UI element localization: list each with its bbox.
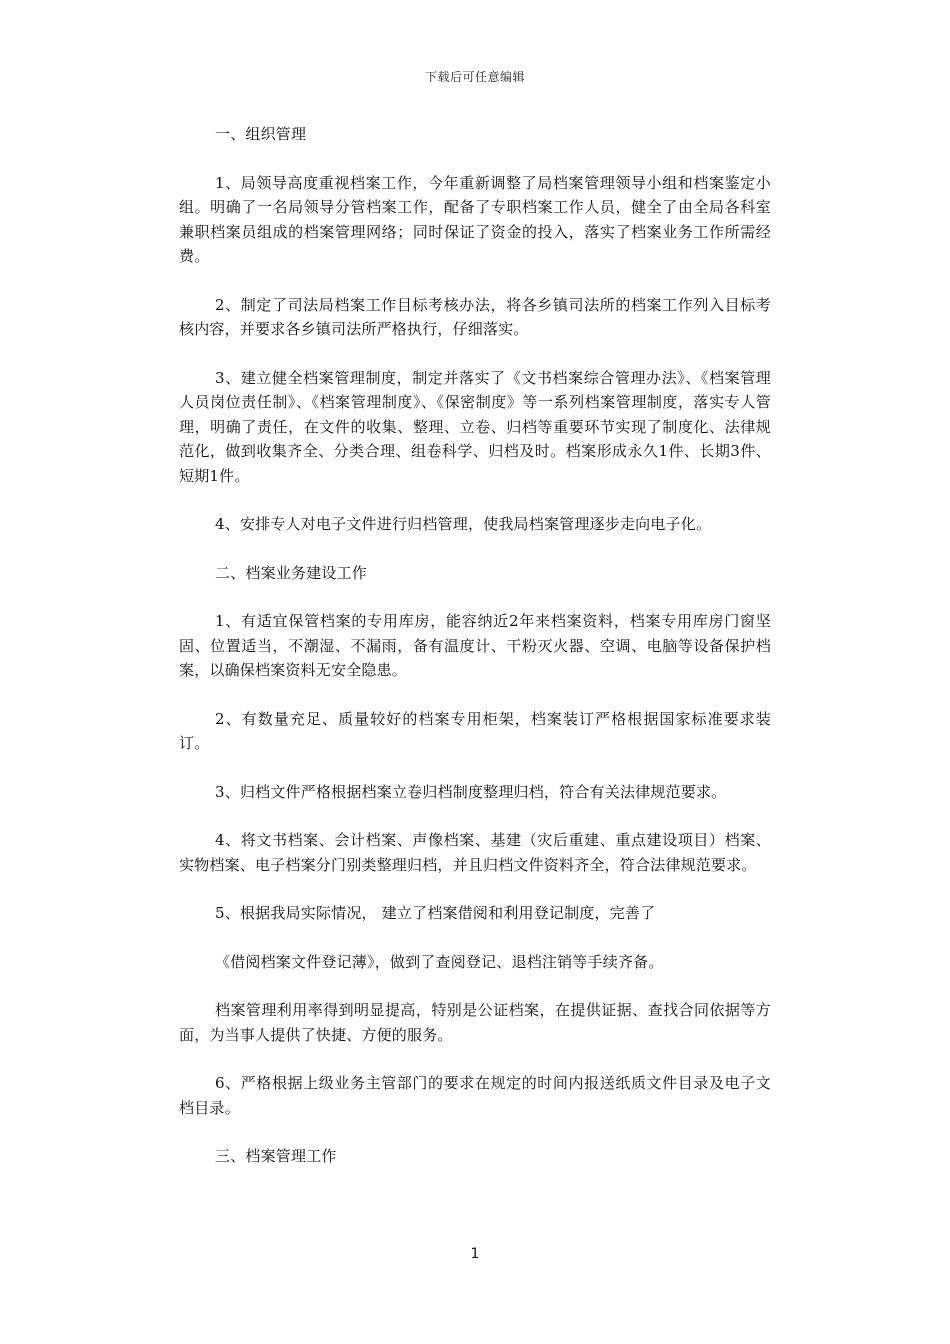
paragraph: 6、严格根据上级业务主管部门的要求在规定的时间内报送纸质文件目录及电子文档目录。 <box>179 1074 771 1117</box>
paragraph: 4、将文书档案、会计档案、声像档案、基建（灾后重建、重点建设项目）档案、实物档案、电子档案分门别类整理归档，并且归档文件资料齐全，符合法律规范要求。 <box>179 831 771 874</box>
paragraph: 档案管理利用率得到明显提高，特别是公证档案，在提供证据、查找合同依据等方面，为当事人提供了快捷、方便的服务。 <box>179 1001 771 1044</box>
paragraph: 5、根据我局实际情况， 建立了档案借阅和利用登记制度，完善了 <box>215 904 656 922</box>
paragraph: 2、有数量充足、质量较好的档案专用柜架，档案装订严格根据国家标准要求装订。 <box>179 709 771 752</box>
page-header: 下载后可任意编辑 <box>424 70 525 84</box>
page-number: 1 <box>470 1246 480 1262</box>
section-heading: 三、档案管理工作 <box>215 1147 337 1165</box>
section-heading: 一、组织管理 <box>215 125 307 143</box>
paragraph: 4、安排专人对电子文件进行归档管理，使我局档案管理逐步走向电子化。 <box>215 515 712 533</box>
paragraph: 《借阅档案文件登记薄》，做到了查阅登记、退档注销等手续齐备。 <box>215 952 664 971</box>
paragraph: 1、有适宜保管档案的专用库房，能容纳近2年来档案资料，档案专用库房门窗坚固、位置适当，不潮湿、不漏雨，备有温度计、干粉灭火器、空调、电脑等设备保护档案，以确保档案资料无安全隐患。 <box>179 612 771 679</box>
paragraph: 2、制定了司法局档案工作目标考核办法，将各乡镇司法所的档案工作列入目标考核内容，并要求各乡镇司法所严格执行，仔细落实。 <box>179 295 771 338</box>
section-heading: 二、档案业务建设工作 <box>215 563 368 582</box>
paragraph: 3、建立健全档案管理制度，制定并落实了《文书档案综合管理办法》、《档案管理人员岗位责任制》、《档案管理制度》、《保密制度》等一系列档案管理制度，落实专人管理，明确了责任，在文件的收集、整理、立卷、归档等重要环节实现了制度化、法律规范化，做到收集齐全、分类合理、组卷科学、归档及时。档案形成永久1件、长期3件、短期1件。 <box>179 368 771 485</box>
paragraph: 1、局领导高度重视档案工作，今年重新调整了局档案管理领导小组和档案鉴定小组。明确了一名局领导分管档案工作，配备了专职档案工作人员，健全了由全局各科室兼职档案员组成的档案管理网络；同时保证了资金的投入，落实了档案业务工作所需经费。 <box>179 173 771 265</box>
document-body <box>179 122 771 1193</box>
paragraph: 3、归档文件严格根据档案立卷归档制度整理归档，符合有关法律规范要求。 <box>215 782 727 801</box>
